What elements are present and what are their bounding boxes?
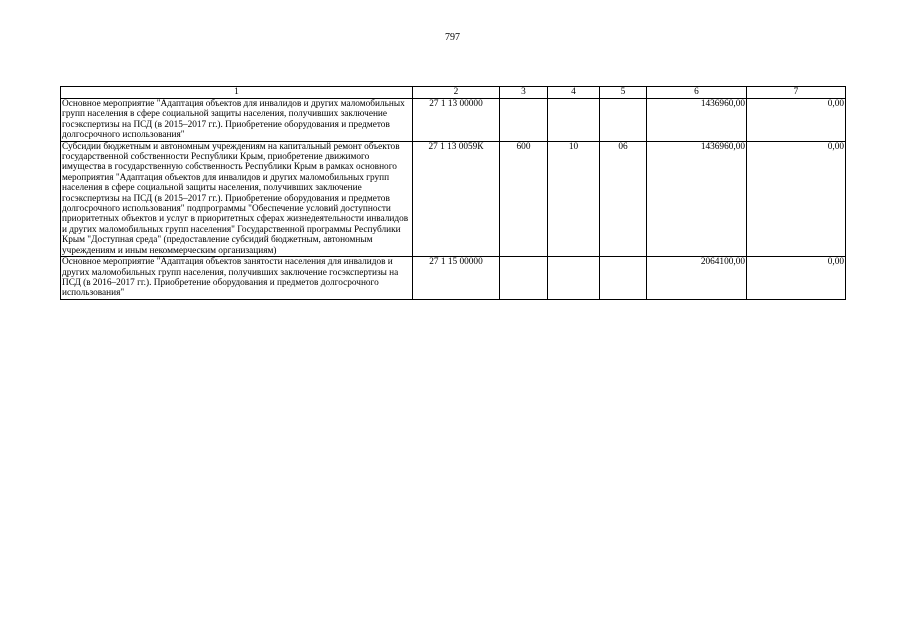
column-header: 7: [747, 87, 846, 99]
row-col4: 10: [548, 141, 600, 256]
row-name: Основное мероприятие "Адаптация объектов занятости населения для инвалидов и других маломобильных групп населения, получивших заключение госэкспертизы на ПСД (в 2016–2017 гг.). Приобретение оборудования и предметов долгосрочного использования": [61, 257, 413, 300]
table-row: [61, 99, 846, 142]
row-name: Основное мероприятие "Адаптация объектов для инвалидов и других маломобильных групп населения в сфере социальной защиты населения, получивших заключение госэкспертизы на ПСД (в 2015–2017 гг.). Приобретение оборудования и предметов долгосрочного использования": [61, 99, 413, 142]
row-col5: [600, 99, 647, 142]
table-row: [61, 257, 846, 300]
row-amount-1: 1436960,00: [647, 99, 747, 142]
row-col5: 06: [600, 141, 647, 256]
column-header: 3: [500, 87, 548, 99]
row-col4: [548, 257, 600, 300]
row-amount-1: 2064100,00: [647, 257, 747, 300]
column-header: 2: [413, 87, 500, 99]
row-code: 27 1 13 0059К: [413, 141, 500, 256]
row-code: 27 1 13 00000: [413, 99, 500, 142]
column-header: 5: [600, 87, 647, 99]
row-name: Субсидии бюджетным и автономным учреждениям на капитальный ремонт объектов государственной собственности Республики Крым, приобретение движимого имущества в государственную собственность Республики Крым в рамках основного мероприятия "Адаптация объектов для инвалидов и других маломобильных групп населения в сфере социальной защиты населения, получивших заключение госэкспертизы на ПСД (в 2015–2017 гг.). Приобретение оборудования и предметов долгосрочного использования" подпрограммы "Обеспечение условий доступности приоритетных объектов и услуг в приоритетных сферах жизнедеятельности инвалидов и других маломобильных групп населения" Государственной программы Республики Крым "Доступная среда" (предоставление субсидий бюджетным, автономным учреждениям и иным некоммерческим организациям): [61, 141, 413, 256]
row-col3: [500, 257, 548, 300]
row-col5: [600, 257, 647, 300]
row-amount-2: 0,00: [747, 141, 846, 256]
header-row: [61, 87, 846, 99]
row-amount-2: 0,00: [747, 257, 846, 300]
row-col4: [548, 99, 600, 142]
page-number: 797: [445, 32, 460, 43]
budget-table: [60, 86, 846, 300]
row-code: 27 1 15 00000: [413, 257, 500, 300]
row-col3: [500, 99, 548, 142]
column-header: 4: [548, 87, 600, 99]
row-col3: 600: [500, 141, 548, 256]
table-row: [61, 141, 846, 256]
row-amount-2: 0,00: [747, 99, 846, 142]
column-header: 6: [647, 87, 747, 99]
column-header: 1: [61, 87, 413, 99]
row-amount-1: 1436960,00: [647, 141, 747, 256]
